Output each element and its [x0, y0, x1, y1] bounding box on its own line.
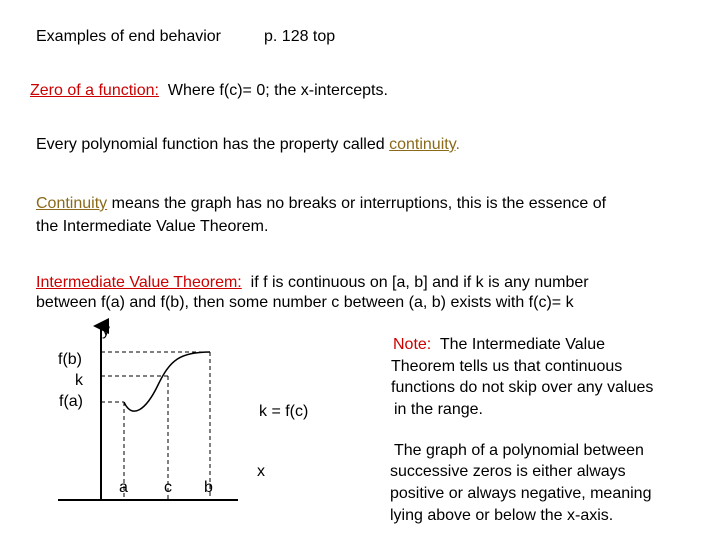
- k-equals-fc-label: k = f(c): [259, 403, 309, 420]
- continuity-term: continuity: [389, 136, 456, 153]
- fb-label: f(b): [58, 351, 82, 368]
- poly-line4: lying above or below the x-axis.: [390, 507, 614, 524]
- fa-label: f(a): [59, 393, 83, 410]
- a-label: a: [119, 479, 128, 496]
- poly-line1: The graph of a polynomial between: [394, 442, 644, 459]
- c-label: c: [164, 479, 172, 496]
- k-label: k: [75, 372, 83, 389]
- continuity-def-term: Continuity: [36, 195, 108, 212]
- continuity-def-line2: the Intermediate Value Theorem.: [36, 218, 269, 235]
- continuity-sentence-text: Every polynomial function has the property called: [36, 136, 385, 153]
- b-label: b: [204, 479, 213, 496]
- note-line1: [393, 334, 605, 356]
- poly-line2: successive zeros is either always: [390, 463, 626, 480]
- note-line4: in the range.: [394, 401, 483, 418]
- zero-term: Zero of a function:: [30, 82, 159, 99]
- continuity-period: .: [455, 136, 460, 153]
- note-line2: Theorem tells us that continuous: [391, 358, 623, 375]
- zero-text: Where f(c)= 0; the x-intercepts.: [167, 82, 388, 99]
- poly-line3: positive or always negative, meaning: [390, 485, 652, 502]
- ivt-text: if f is continuous on [a, b] and if k is any number: [250, 274, 589, 291]
- note-lead: Note:: [393, 336, 432, 353]
- note-line3: functions do not skip over any values: [391, 379, 654, 396]
- function-curve: [124, 352, 210, 411]
- note-text-1: The Intermediate Value: [439, 336, 605, 353]
- ivt-line2: between f(a) and f(b), then some number c between (a, b) exists with f(c)= k: [36, 294, 574, 311]
- continuity-def-text: means the graph has no breaks or interruptions, this is the essence of: [111, 195, 607, 212]
- x-axis-label: x: [257, 463, 265, 480]
- ivt-term: Intermediate Value Theorem:: [36, 274, 242, 291]
- header-title: Examples of end behavior: [36, 28, 221, 45]
- y-axis-label: y: [102, 322, 110, 339]
- page-reference: p. 128 top: [264, 28, 336, 45]
